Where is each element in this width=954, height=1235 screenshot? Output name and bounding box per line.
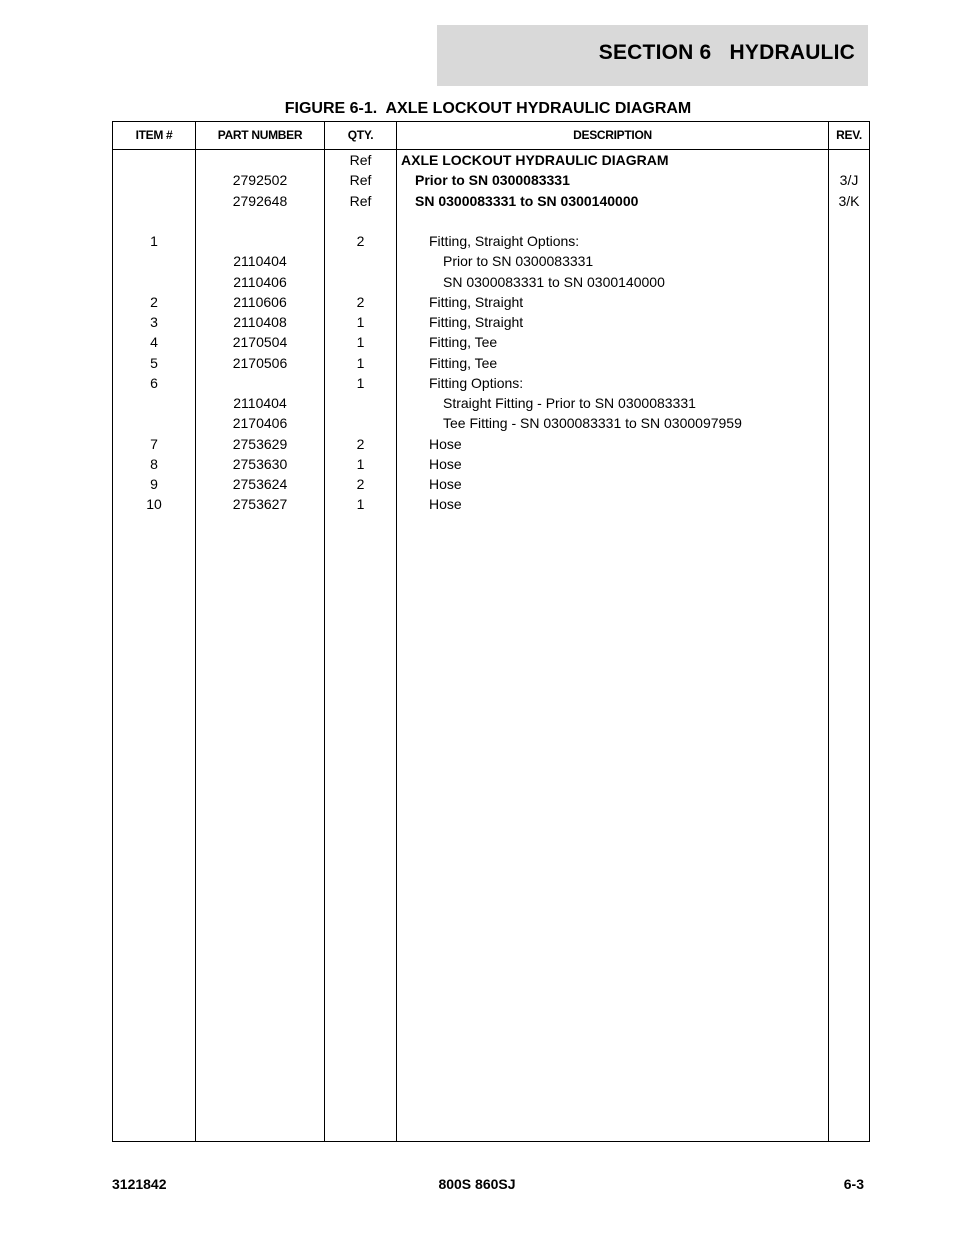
section-banner	[437, 25, 868, 86]
description-cell: Fitting, Straight Options:	[429, 233, 580, 249]
table-row	[113, 251, 869, 271]
description-cell: AXLE LOCKOUT HYDRAULIC DIAGRAM	[401, 152, 669, 168]
revision-cell: 3/K	[838, 192, 860, 209]
description-cell: Hose	[429, 455, 462, 472]
table-row	[113, 211, 869, 231]
part-number-cell: 2110606	[233, 293, 287, 310]
table-row	[113, 170, 869, 190]
description-cell: Hose	[429, 496, 462, 513]
part-number-cell: 2110404	[233, 395, 287, 411]
table-row	[113, 373, 869, 393]
table-row	[113, 494, 869, 514]
footer-model: 800S 860SJ	[438, 1176, 516, 1192]
quantity-cell: 2	[356, 476, 365, 492]
part-number-cell: 2110404	[233, 253, 287, 270]
table-row	[113, 434, 869, 454]
description-cell: Hose	[429, 435, 462, 452]
description-cell: Fitting, Tee	[429, 334, 498, 351]
quantity-cell: 1	[356, 496, 365, 513]
item-number-cell: 5	[150, 354, 158, 371]
description-cell: Fitting, Straight	[429, 314, 524, 330]
part-number-cell: 2753627	[232, 496, 288, 513]
description-cell: SN 0300083331 to SN 0300140000	[415, 192, 639, 209]
table-row	[113, 393, 869, 413]
quantity-cell: Ref	[349, 192, 372, 209]
table-row	[113, 474, 869, 494]
part-number-cell: 2110408	[233, 314, 287, 330]
description-cell: Hose	[429, 476, 462, 492]
column-header-item: ITEM #	[135, 128, 173, 142]
part-number-cell: 2753629	[232, 435, 288, 452]
footer-doc-number: 3121842	[112, 1176, 167, 1192]
description-cell: Tee Fitting - SN 0300083331 to SN 0300097959	[443, 415, 742, 432]
quantity-cell: Ref	[349, 172, 372, 189]
description-cell: Fitting, Tee	[429, 354, 498, 371]
footer-page-number: 6-3	[843, 1176, 864, 1192]
table-row	[113, 312, 869, 332]
part-number-cell: 2170406	[232, 415, 288, 432]
table-row	[113, 150, 869, 170]
part-number-cell: 2170504	[232, 334, 288, 351]
part-number-cell: 2792648	[232, 192, 288, 209]
quantity-cell: 1	[356, 374, 365, 391]
part-number-cell: 2753630	[232, 455, 288, 472]
quantity-cell: 1	[356, 455, 365, 472]
part-number-cell: 2170506	[232, 354, 288, 371]
description-cell: Fitting Options:	[429, 374, 524, 391]
description-cell: Prior to SN 0300083331	[443, 253, 594, 270]
item-number-cell: 6	[150, 374, 158, 391]
section-title: SECTION 6 HYDRAULIC	[598, 41, 855, 64]
part-number-cell: 2110406	[233, 273, 287, 290]
item-number-cell: 8	[150, 455, 158, 472]
column-header-part-number: PART NUMBER	[217, 128, 303, 142]
item-number-cell: 2	[150, 293, 158, 310]
part-number-cell: 2753624	[232, 476, 288, 492]
item-number-cell: 10	[146, 496, 162, 513]
revision-cell: 3/J	[839, 172, 859, 189]
item-number-cell: 7	[150, 435, 158, 452]
quantity-cell: 2	[356, 293, 365, 310]
column-header-rev: REV.	[836, 128, 862, 142]
quantity-cell: 1	[356, 354, 365, 371]
description-cell: Straight Fitting - Prior to SN 0300083331	[443, 395, 696, 411]
table-row	[113, 332, 869, 352]
quantity-cell: 2	[356, 435, 365, 452]
table-row	[113, 353, 869, 373]
item-number-cell: 3	[150, 314, 158, 330]
table-row	[113, 231, 869, 251]
item-number-cell: 9	[150, 476, 158, 492]
description-cell: SN 0300083331 to SN 0300140000	[443, 273, 665, 290]
description-cell: Fitting, Straight	[429, 293, 524, 310]
parts-table	[112, 121, 870, 1142]
table-row	[113, 191, 869, 211]
quantity-cell: 2	[356, 233, 365, 249]
table-row	[113, 454, 869, 474]
item-number-cell: 4	[150, 334, 158, 351]
description-cell: Prior to SN 0300083331	[415, 172, 570, 189]
quantity-cell: 1	[356, 314, 365, 330]
item-number-cell: 1	[150, 233, 158, 249]
table-row	[113, 413, 869, 433]
table-row	[113, 272, 869, 292]
quantity-cell: 1	[356, 334, 365, 351]
table-row	[113, 292, 869, 312]
column-header-description: DESCRIPTION	[573, 128, 652, 142]
quantity-cell: Ref	[349, 152, 372, 168]
column-header-qty: QTY.	[347, 128, 374, 142]
figure-title: FIGURE 6-1. AXLE LOCKOUT HYDRAULIC DIAGRAM	[284, 100, 692, 117]
part-number-cell: 2792502	[232, 172, 288, 189]
